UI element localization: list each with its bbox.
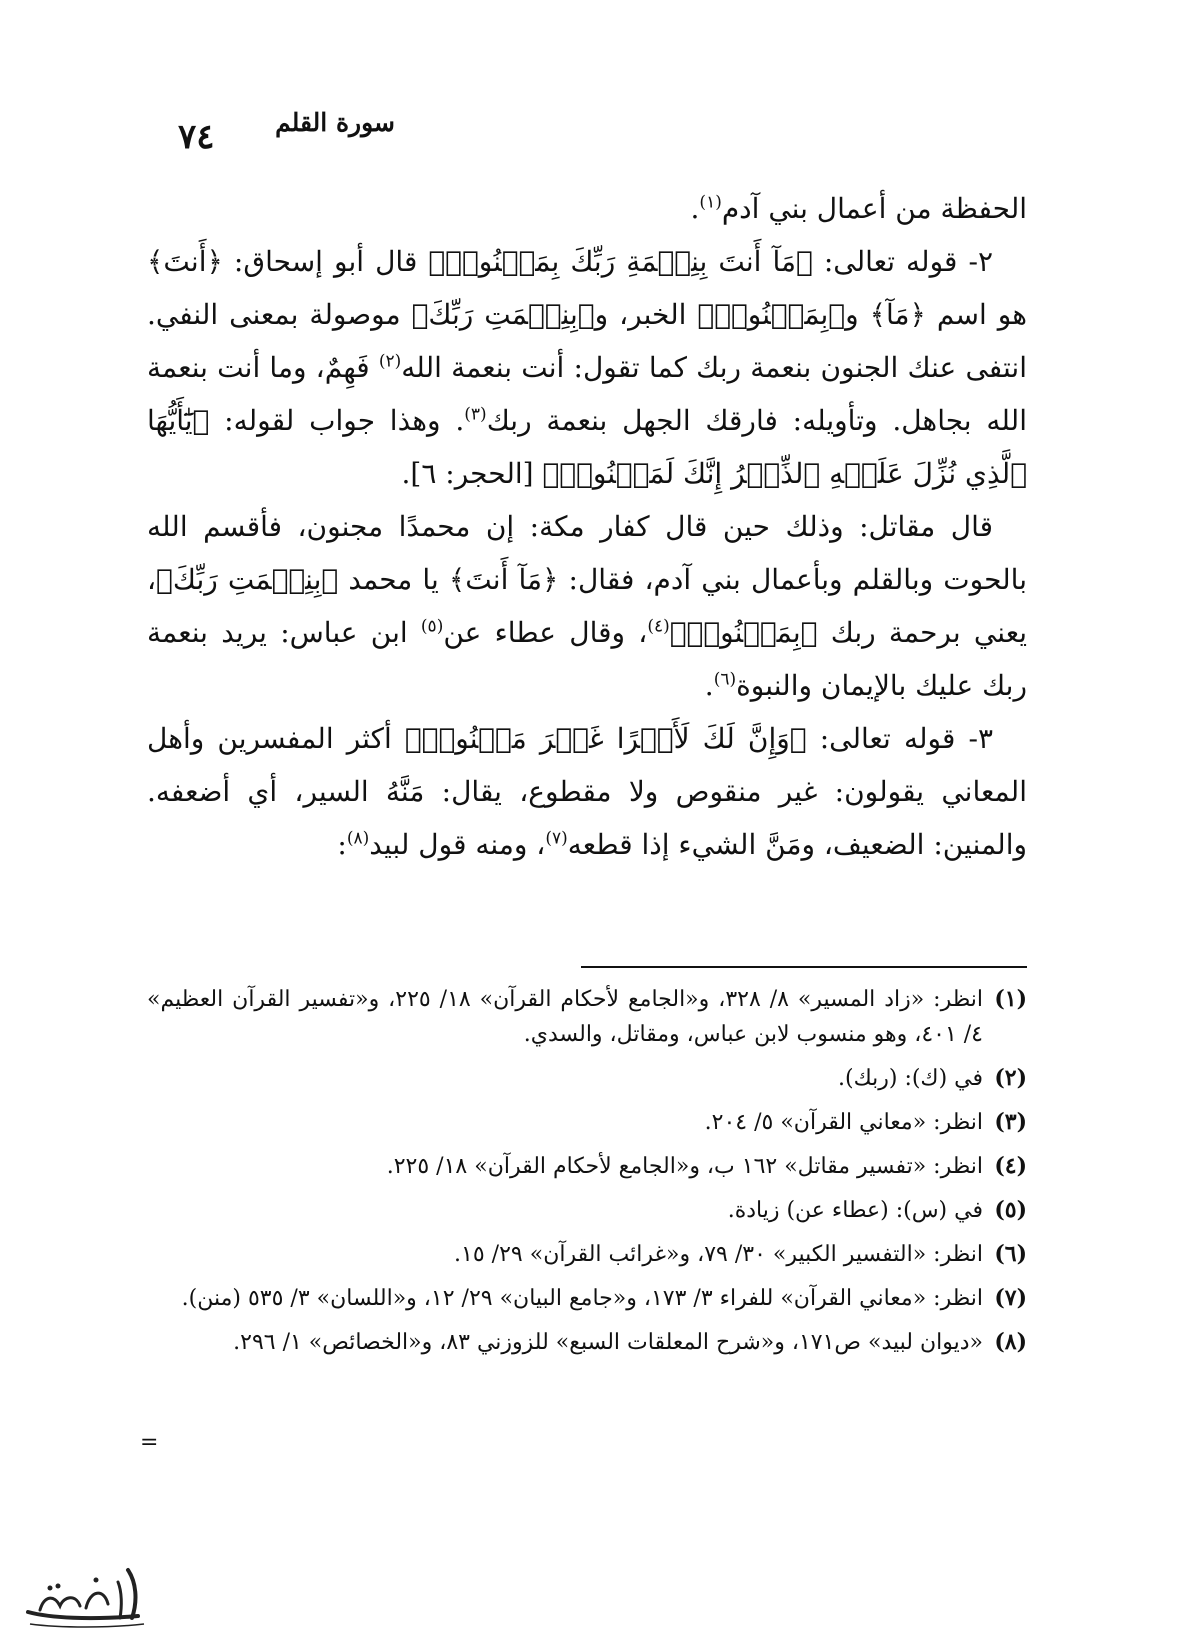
footnote-ref: (١) bbox=[699, 192, 722, 213]
text-run: . bbox=[690, 192, 700, 225]
paragraph-verse-3 bbox=[147, 712, 1027, 871]
page-number: ٧٤ bbox=[178, 117, 215, 157]
text-run: فَهِمٌ، وما أنت بنعمة الله بجاهل. وتأويله: فارقك الجهل بنعمة ربك bbox=[147, 351, 1027, 437]
quran-verse: ﴿بِمَجۡنُونٖ﴾ bbox=[669, 616, 818, 649]
text-run: و bbox=[845, 298, 870, 331]
footnote bbox=[147, 1061, 1027, 1096]
footnote-text: انظر: «تفسير مقاتل» ١٦٢ ب، و«الجامع لأحكام القرآن» ١٨/ ٢٢٥. bbox=[386, 1154, 983, 1179]
text-run: ابن عباس: يريد بنعمة ربك عليك بالإيمان والنبوة bbox=[147, 616, 1027, 702]
footnote-text: انظر: «زاد المسير» ٨/ ٣٢٨، و«الجامع لأحكام القرآن» ١٨/ ٢٢٥، و«تفسير القرآن العظيم» ٤/ ٤٠١، وهو منسوب لابن عباس، ومقاتل، والسدي. bbox=[147, 987, 984, 1047]
quran-verse: ﴿مَآ أَنتَ بِنِعۡمَةِ رَبِّكَ بِمَجۡنُونٖ﴾ bbox=[428, 245, 813, 278]
footnote bbox=[147, 982, 1027, 1052]
quran-verse: ﴿مَآ﴾ bbox=[869, 298, 926, 331]
footnote-text: «ديوان لبيد» ص١٧١، و«شرح المعلقات السبع» للزوزني ٨٣، و«الخصائص» ١/ ٢٩٦. bbox=[233, 1330, 983, 1355]
footnote-text: في (ك): (ربك). bbox=[838, 1066, 983, 1091]
text-run: موصولة بمعنى النفي. انتفى عنك الجنون بنعمة ربك كما تقول: أنت بنعمة الله bbox=[147, 298, 1027, 384]
main-text bbox=[147, 182, 1027, 871]
footnote-text: انظر: «معاني القرآن» للفراء ٣/ ١٧٣، و«جامع البيان» ٢٩/ ١٢، و«اللسان» ٣/ ٥٣٥ (منن). bbox=[181, 1286, 983, 1311]
text-run: قال مقاتل: وذلك حين قال كفار مكة: إن محمدًا مجنون، فأقسم الله بالحوت وبالقلم وبأعمال بني آدم، فقال: bbox=[147, 510, 1028, 596]
quran-verse: ﴿بِمَجۡنُونٖ﴾ bbox=[697, 298, 846, 331]
quran-verse: ﴿بِنِعۡمَتِ رَبِّكَ﴾ bbox=[411, 298, 595, 331]
footnote-number: (٤) bbox=[994, 1153, 1027, 1179]
footnote-text: انظر: «التفسير الكبير» ٣٠/ ٧٩، و«غرائب القرآن» ٢٩/ ١٥. bbox=[454, 1242, 983, 1267]
paragraph-muqatil bbox=[147, 500, 1027, 712]
sura-title-header: سورة القلم bbox=[275, 108, 395, 137]
footnote-number: (٥) bbox=[994, 1197, 1027, 1223]
text-run: . bbox=[704, 669, 714, 702]
footnote-ref: (٤) bbox=[647, 616, 670, 637]
footnote-number: (٧) bbox=[994, 1285, 1027, 1311]
quran-verse: ﴿وَإِنَّ لَكَ لَأَجۡرًا غَيۡرَ مَمۡنُونٖ﴾ bbox=[404, 722, 807, 755]
text-run: ٣- قوله تعالى: bbox=[806, 722, 993, 755]
footnote bbox=[147, 1193, 1027, 1228]
text-run: يا محمد bbox=[338, 563, 449, 596]
footnote bbox=[147, 1325, 1027, 1360]
text-run: قال أبو إسحاق: bbox=[222, 245, 429, 278]
footnote-ref: (٧) bbox=[545, 828, 568, 849]
quran-verse: ﴿بِنِعۡمَتِ رَبِّكَ﴾ bbox=[156, 563, 339, 596]
footnote-number: (٢) bbox=[994, 1065, 1027, 1091]
footnote-ref: (٣) bbox=[464, 404, 487, 425]
footnote-ref: (٢) bbox=[378, 351, 402, 372]
footnote bbox=[147, 1149, 1027, 1184]
quran-verse: ﴿يَٰٓأَيُّهَا ٱلَّذِي نُزِّلَ عَلَيۡهِ ٱلذِّكۡرُ إِنَّكَ لَمَجۡنُونٞ﴾ bbox=[147, 404, 1027, 490]
text-run: ، يعني برحمة ربك bbox=[147, 563, 1027, 649]
footnote-number: (١) bbox=[994, 986, 1027, 1012]
text-run: ، ومنه قول لبيد bbox=[369, 828, 546, 861]
text-run: أكثر المفسرين وأهل المعاني يقولون: غير منقوص ولا مقطوع، يقال: مَنَّهُ السير، أي أضعفه. والمنين: الضعيف، ومَنَّ الشيء إذا قطعه bbox=[147, 722, 1027, 861]
footnote-number: (٨) bbox=[994, 1329, 1027, 1355]
quran-verse: ﴿مَآ أَنتَ﴾ bbox=[448, 563, 559, 596]
footnote-ref: (٦) bbox=[713, 669, 737, 690]
text-run: هو اسم bbox=[925, 298, 1027, 331]
footnotes-section bbox=[147, 982, 1027, 1369]
footnote-ref: (٨) bbox=[346, 828, 370, 849]
quran-verse: ﴿أَنتَ﴾ bbox=[147, 245, 223, 278]
footnote bbox=[147, 1105, 1027, 1140]
footnote-text: في (س): (عطاء عن) زيادة. bbox=[727, 1198, 983, 1223]
paragraph-verse-2 bbox=[147, 235, 1027, 500]
footnote-text: انظر: «معاني القرآن» ٥/ ٢٠٤. bbox=[704, 1110, 983, 1135]
footnote bbox=[147, 1237, 1027, 1272]
text-run: الخبر، و bbox=[594, 298, 698, 331]
footnote-ref: (٥) bbox=[420, 616, 444, 637]
text-run: [الحجر: ٦]. bbox=[401, 457, 543, 490]
text-run: : bbox=[337, 828, 347, 861]
text-run: ، وقال عطاء عن bbox=[443, 616, 648, 649]
footnote bbox=[147, 1281, 1027, 1316]
text-run: . وهذا جواب لقوله: bbox=[209, 404, 465, 437]
footnote-number: (٦) bbox=[994, 1241, 1027, 1267]
calligraphic-seal-logo bbox=[20, 1560, 150, 1630]
footnote-number: (٣) bbox=[994, 1109, 1027, 1135]
continuation-mark: = bbox=[140, 1430, 159, 1455]
paragraph-continuation bbox=[147, 182, 1027, 235]
text-run: الحفظة من أعمال بني آدم bbox=[721, 192, 1027, 225]
footnote-divider bbox=[581, 966, 1027, 968]
text-run: ٢- قوله تعالى: bbox=[812, 245, 993, 278]
